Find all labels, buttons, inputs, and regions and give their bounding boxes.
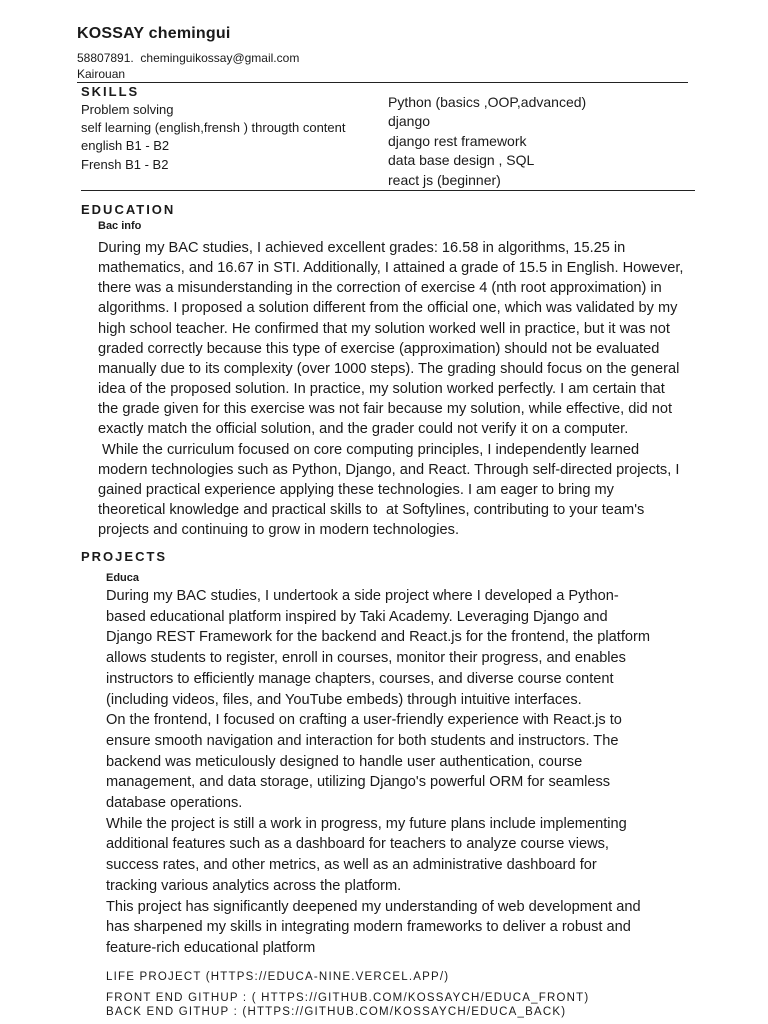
- text-line: idea of the proposed solution. In practice, my solution worked perfectly. I am certain that: [98, 381, 665, 398]
- skills-divider: [81, 190, 695, 191]
- text-line: During my BAC studies, I undertook a side project where I developed a Python-: [106, 588, 619, 604]
- education-paragraph: [98, 238, 718, 540]
- project-title: Educa: [106, 572, 140, 584]
- skill-item: django rest framework: [388, 132, 527, 149]
- text-line: During my BAC studies, I achieved excellent grades: 16.58 in algorithms, 15.25 in: [98, 240, 626, 256]
- skills-soft-list: [81, 101, 346, 174]
- text-line: success rates, and other metrics, as well as an administrative dashboard for: [106, 857, 597, 874]
- skill-item: django: [388, 113, 431, 130]
- backend-github-link[interactable]: BACK END GITHUP : (HTTPS://GITHUB.COM/KOSSAYCH/EDUCA_BACK): [106, 1006, 567, 1018]
- text-line: feature-rich educational platform: [106, 939, 316, 956]
- text-line: based educational platform inspired by Taki Academy. Leveraging Django and: [106, 608, 608, 625]
- skill-item: self learning (english,frensh ) througth content: [81, 120, 346, 136]
- text-line: management, and data storage, utilizing Django's powerful ORM for seamless: [106, 774, 611, 791]
- text-line: While the project is still a work in progress, my future plans include implementing: [106, 815, 627, 832]
- city: Kairouan: [77, 67, 126, 81]
- text-line: projects and continuing to grow in modern technologies.: [98, 522, 460, 539]
- projects-heading: PROJECTS: [81, 549, 168, 564]
- text-line: theoretical knowledge and practical skills to at Softylines, contributing to your team's: [98, 502, 645, 519]
- text-line: allows students to register, enroll in courses, monitor their progress, and enables: [106, 650, 626, 667]
- text-line: modern technologies such as Python, Django, and React. Through self-directed projects, I: [98, 461, 680, 478]
- text-line: the grade given for this exercise was not fair because my solution, while effective, did not: [98, 401, 673, 418]
- text-line: high school teacher. He confirmed that my solution worked well in practice, but it was not: [98, 320, 670, 337]
- education-heading: EDUCATION: [81, 202, 176, 217]
- skill-item: Problem solving: [81, 102, 174, 117]
- text-line: Django REST Framework for the backend and React.js for the frontend, the platform: [106, 629, 651, 646]
- contact-line: [77, 51, 299, 65]
- live-project-link[interactable]: LIFE PROJECT (HTTPS://EDUCA-NINE.VERCEL.APP/): [106, 971, 450, 983]
- skill-item: Frensh B1 - B2: [81, 156, 169, 172]
- header-divider: [77, 82, 688, 83]
- email-address: cheminguikossay@gmail.com: [140, 51, 300, 65]
- text-line: graded correctly because this type of exercise (approximation) should not be evaluated: [98, 340, 660, 357]
- text-line: tracking various analytics across the platform.: [106, 877, 402, 894]
- text-line: ensure smooth navigation and interaction for both students and instructors. The: [106, 732, 619, 749]
- text-line: On the frontend, I focused on crafting a user-friendly experience with React.js to: [106, 712, 622, 729]
- text-line: algorithms. I proposed a solution different from the official one, which was validated by my: [98, 300, 678, 317]
- skill-item: english B1 - B2: [81, 138, 170, 154]
- skills-heading: SKILLS: [81, 84, 140, 99]
- text-line: instructors to efficiently manage chapters, courses, and diverse course content: [106, 670, 614, 687]
- text-line: has sharpened my skills in integrating modern frameworks to deliver a robust and: [106, 919, 631, 936]
- project-description: [106, 586, 718, 959]
- text-line: This project has significantly deepened my understanding of web development and: [106, 898, 641, 915]
- text-line: database operations.: [106, 795, 243, 812]
- skill-item: data base design , SQL: [388, 152, 535, 169]
- frontend-github-link[interactable]: FRONT END GITHUP : ( HTTPS://GITHUB.COM/KOSSAYCH/EDUCA_FRONT): [106, 992, 590, 1004]
- text-line: gained practical experience applying these technologies. I am eager to bring my: [98, 481, 614, 498]
- text-line: While the curriculum focused on core computing principles, I independently learned: [98, 441, 640, 458]
- skill-item: Python (basics ,OOP,advanced): [388, 94, 587, 110]
- text-line: manually due to its complexity (over 1000 steps). The grading should focus on the general: [98, 360, 680, 377]
- text-line: (including videos, files, and YouTube embeds) through intuitive interfaces.: [106, 691, 582, 708]
- text-line: there was a misunderstanding in the correction of exercise 4 (nth root approximation) in: [98, 280, 662, 297]
- education-subtitle: Bac info: [98, 220, 142, 232]
- phone-number: 58807891.: [77, 51, 134, 65]
- text-line: additional features such as a dashboard for teachers to analyze course views,: [106, 836, 609, 853]
- skill-item: react js (beginner): [388, 171, 501, 188]
- candidate-name: KOSSAY chemingui: [77, 25, 231, 42]
- text-line: mathematics, and 16.67 in STI. Additionally, I attained a grade of 15.5 in English. However,: [98, 260, 684, 277]
- text-line: backend was meticulously designed to handle user authentication, course: [106, 753, 583, 770]
- skills-tech-list: [388, 93, 586, 190]
- text-line: exactly match the official solution, and the grader could not verify it on a computer.: [98, 421, 629, 438]
